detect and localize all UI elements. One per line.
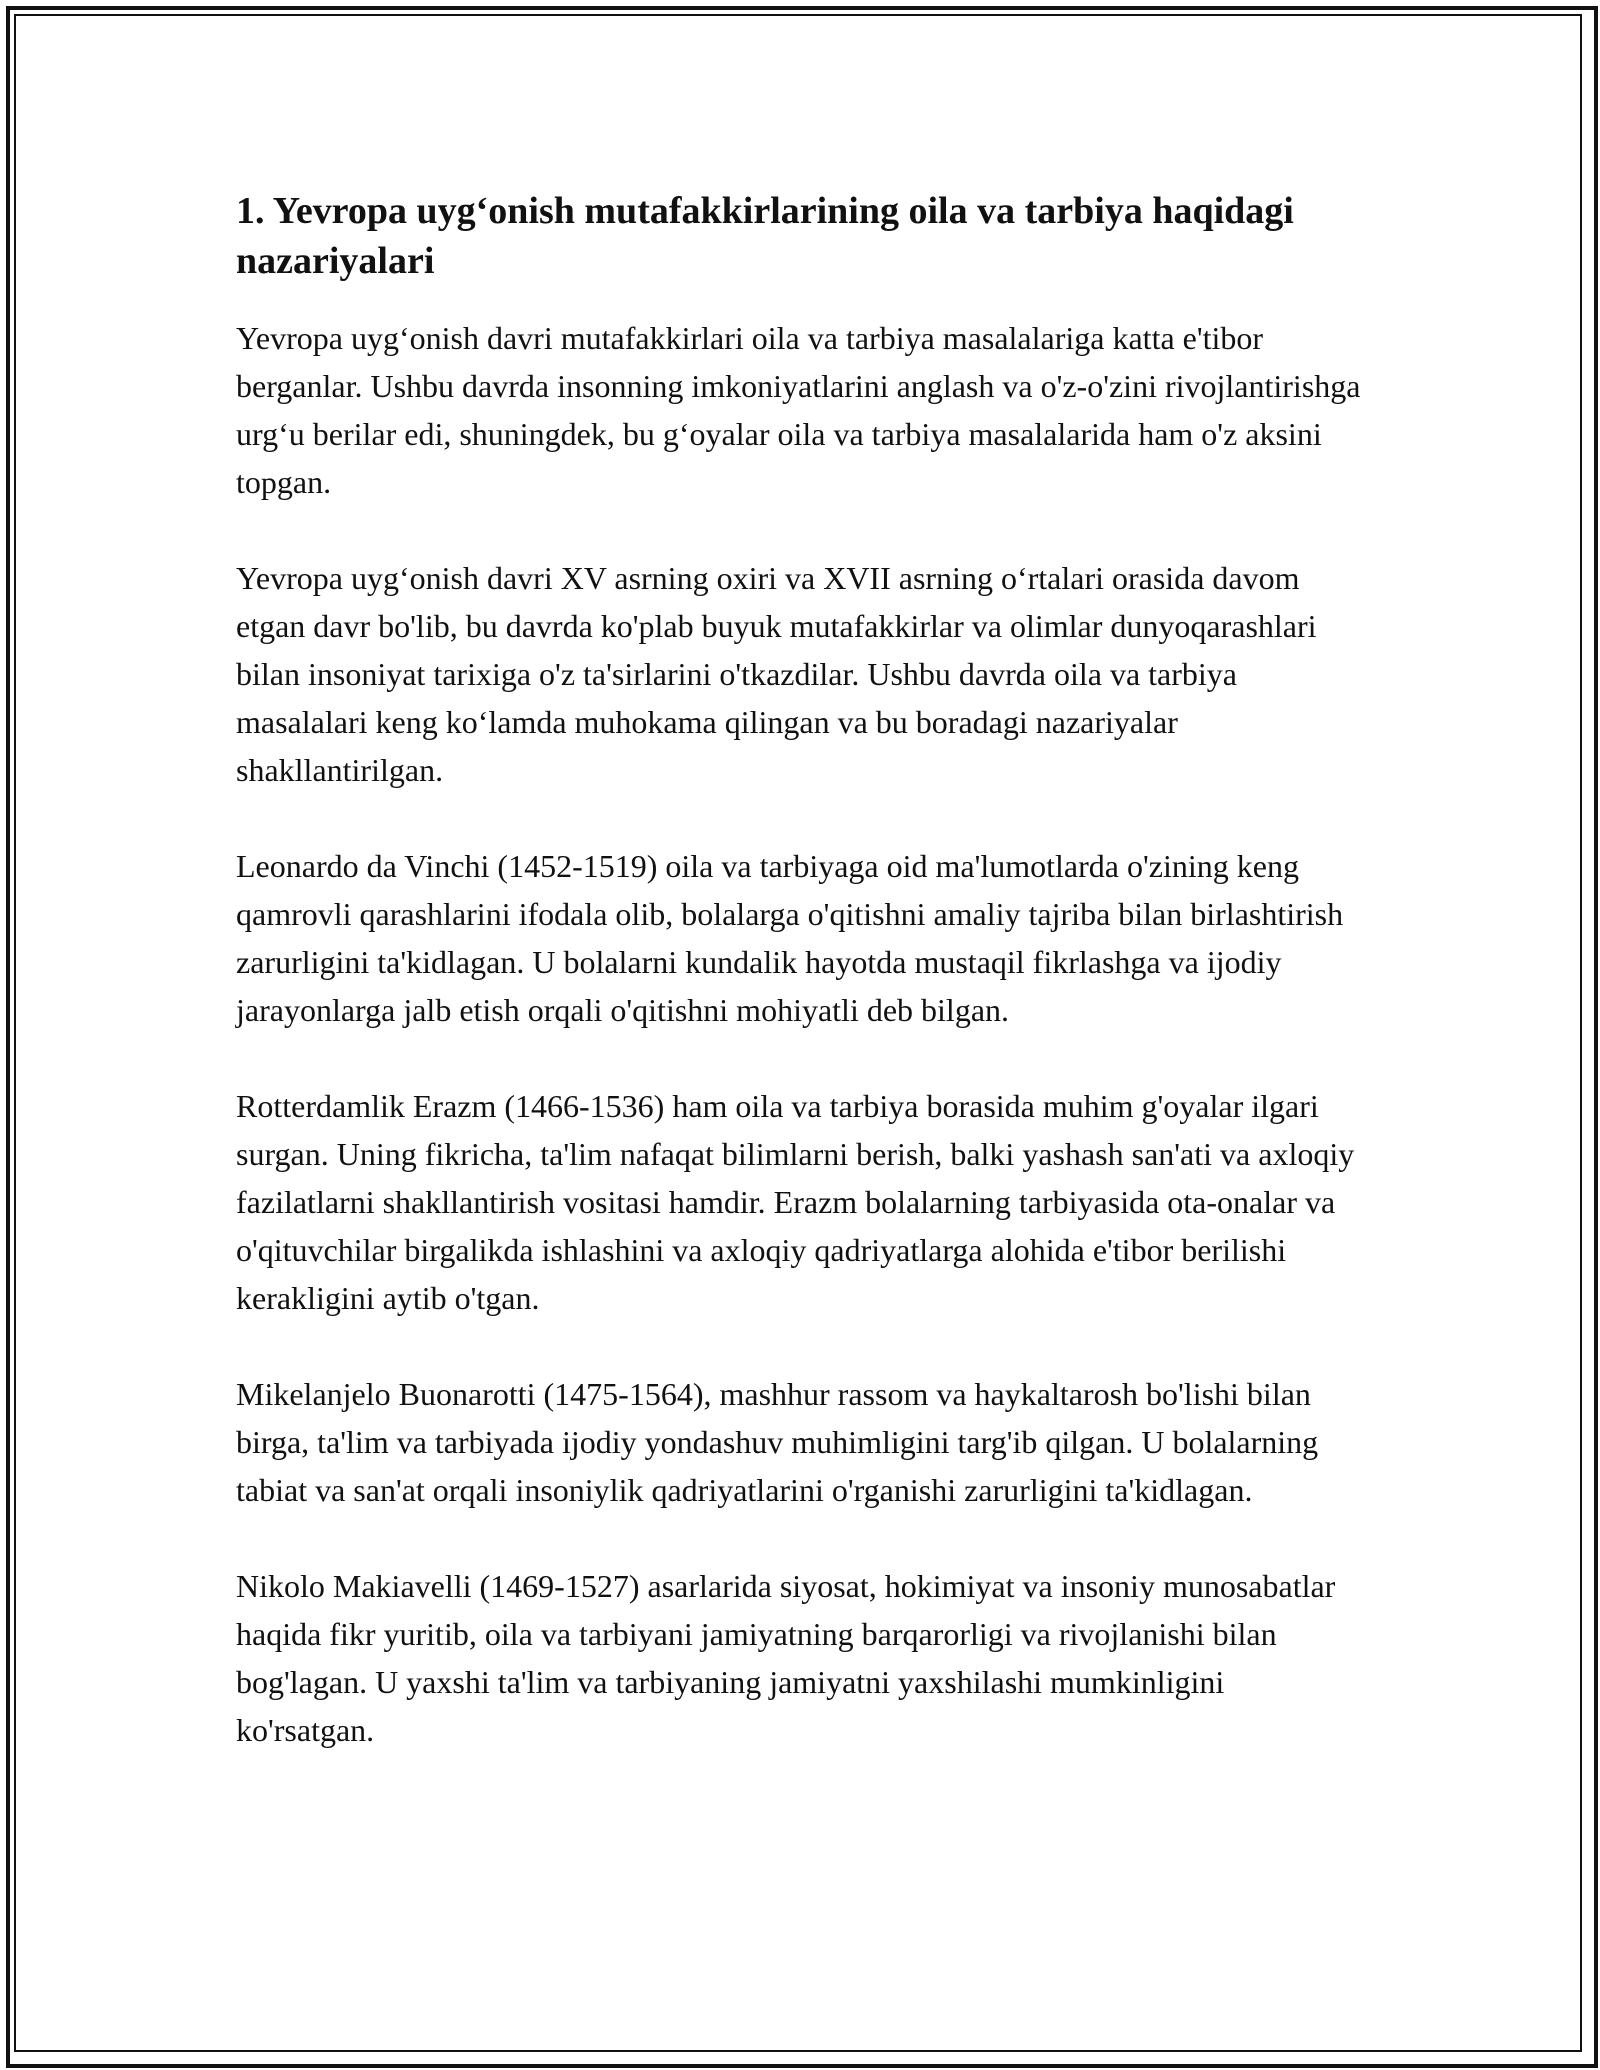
document-body	[236, 186, 1366, 1802]
paragraph-period: Yevropa uyg‘onish davri XV asrning oxiri va XVII asrning o‘rtalari orasida davom etgan davr bo'lib, bu davrda ko'plab buyuk mutafakkirlar va olimlar dunyoqarashlari bilan insoniyat tarixiga o'z ta'sirlarini o'tkazdilar. Ushbu davrda oila va tarbiya masalalari keng ko‘lamda muhokama qilingan va bu boradagi nazariyalar shakllantirilgan.	[236, 560, 1317, 788]
paragraph-erasmus: Rotterdamlik Erazm (1466-1536) ham oila va tarbiya borasida muhim g'oyalar ilgari surgan. Uning fikricha, ta'lim nafaqat bilimlarni berish, balki yashash san'ati va axloqiy fazilatlarni shakllantirish vositasi hamdir. Erazm bolalarning tarbiyasida ota-onalar va o'qituvchilar birgalikda ishlashini va axloqiy qadriyatlarga alohida e'tibor berilishi kerakligini aytib o'tgan.	[236, 1088, 1355, 1316]
paragraph-machiavelli: Nikolo Makiavelli (1469-1527) asarlarida siyosat, hokimiyat va insoniy munosabatlar haqida fikr yuritib, oila va tarbiyani jamiyatning barqarorligi va rivojlanishi bilan bog'lagan. U yaxshi ta'lim va tarbiyaning jamiyatni yaxshilashi mumkinligini ko'rsatgan.	[236, 1568, 1336, 1748]
paragraph-intro: Yevropa uyg‘onish davri mutafakkirlari oila va tarbiya masalalariga katta e'tibor berganlar. Ushbu davrda insonning imkoniyatlarini anglash va o'z-o'zini rivojlantirishga urg‘u berilar edi, shuningdek, bu g‘oyalar oila va tarbiya masalalarida ham o'z aksini topgan.	[236, 320, 1361, 500]
paragraph-leonardo: Leonardo da Vinchi (1452-1519) oila va tarbiyaga oid ma'lumotlarda o'zining keng qamrovli qarashlarini ifodala olib, bolalarga o'qitishni amaliy tajriba bilan birlashtirish zarurligini ta'kidlagan. U bolalarni kundalik hayotda mustaqil fikrlashga va ijodiy jarayonlarga jalb etish orqali o'qitishni mohiyatli deb bilgan.	[236, 848, 1344, 1028]
section-heading: 1. Yevropa uyg‘onish mutafakkirlarining oila va tarbiya haqidagi nazariyalari	[236, 190, 1294, 282]
paragraph-michelangelo: Mikelanjelo Buonarotti (1475-1564), mashhur rassom va haykaltarosh bo'lishi bilan birga, ta'lim va tarbiyada ijodiy yondashuv muhimligini targ'ib qilgan. U bolalarning tabiat va san'at orqali insoniylik qadriyatlarini o'rganishi zarurligini ta'kidlagan.	[236, 1376, 1319, 1508]
